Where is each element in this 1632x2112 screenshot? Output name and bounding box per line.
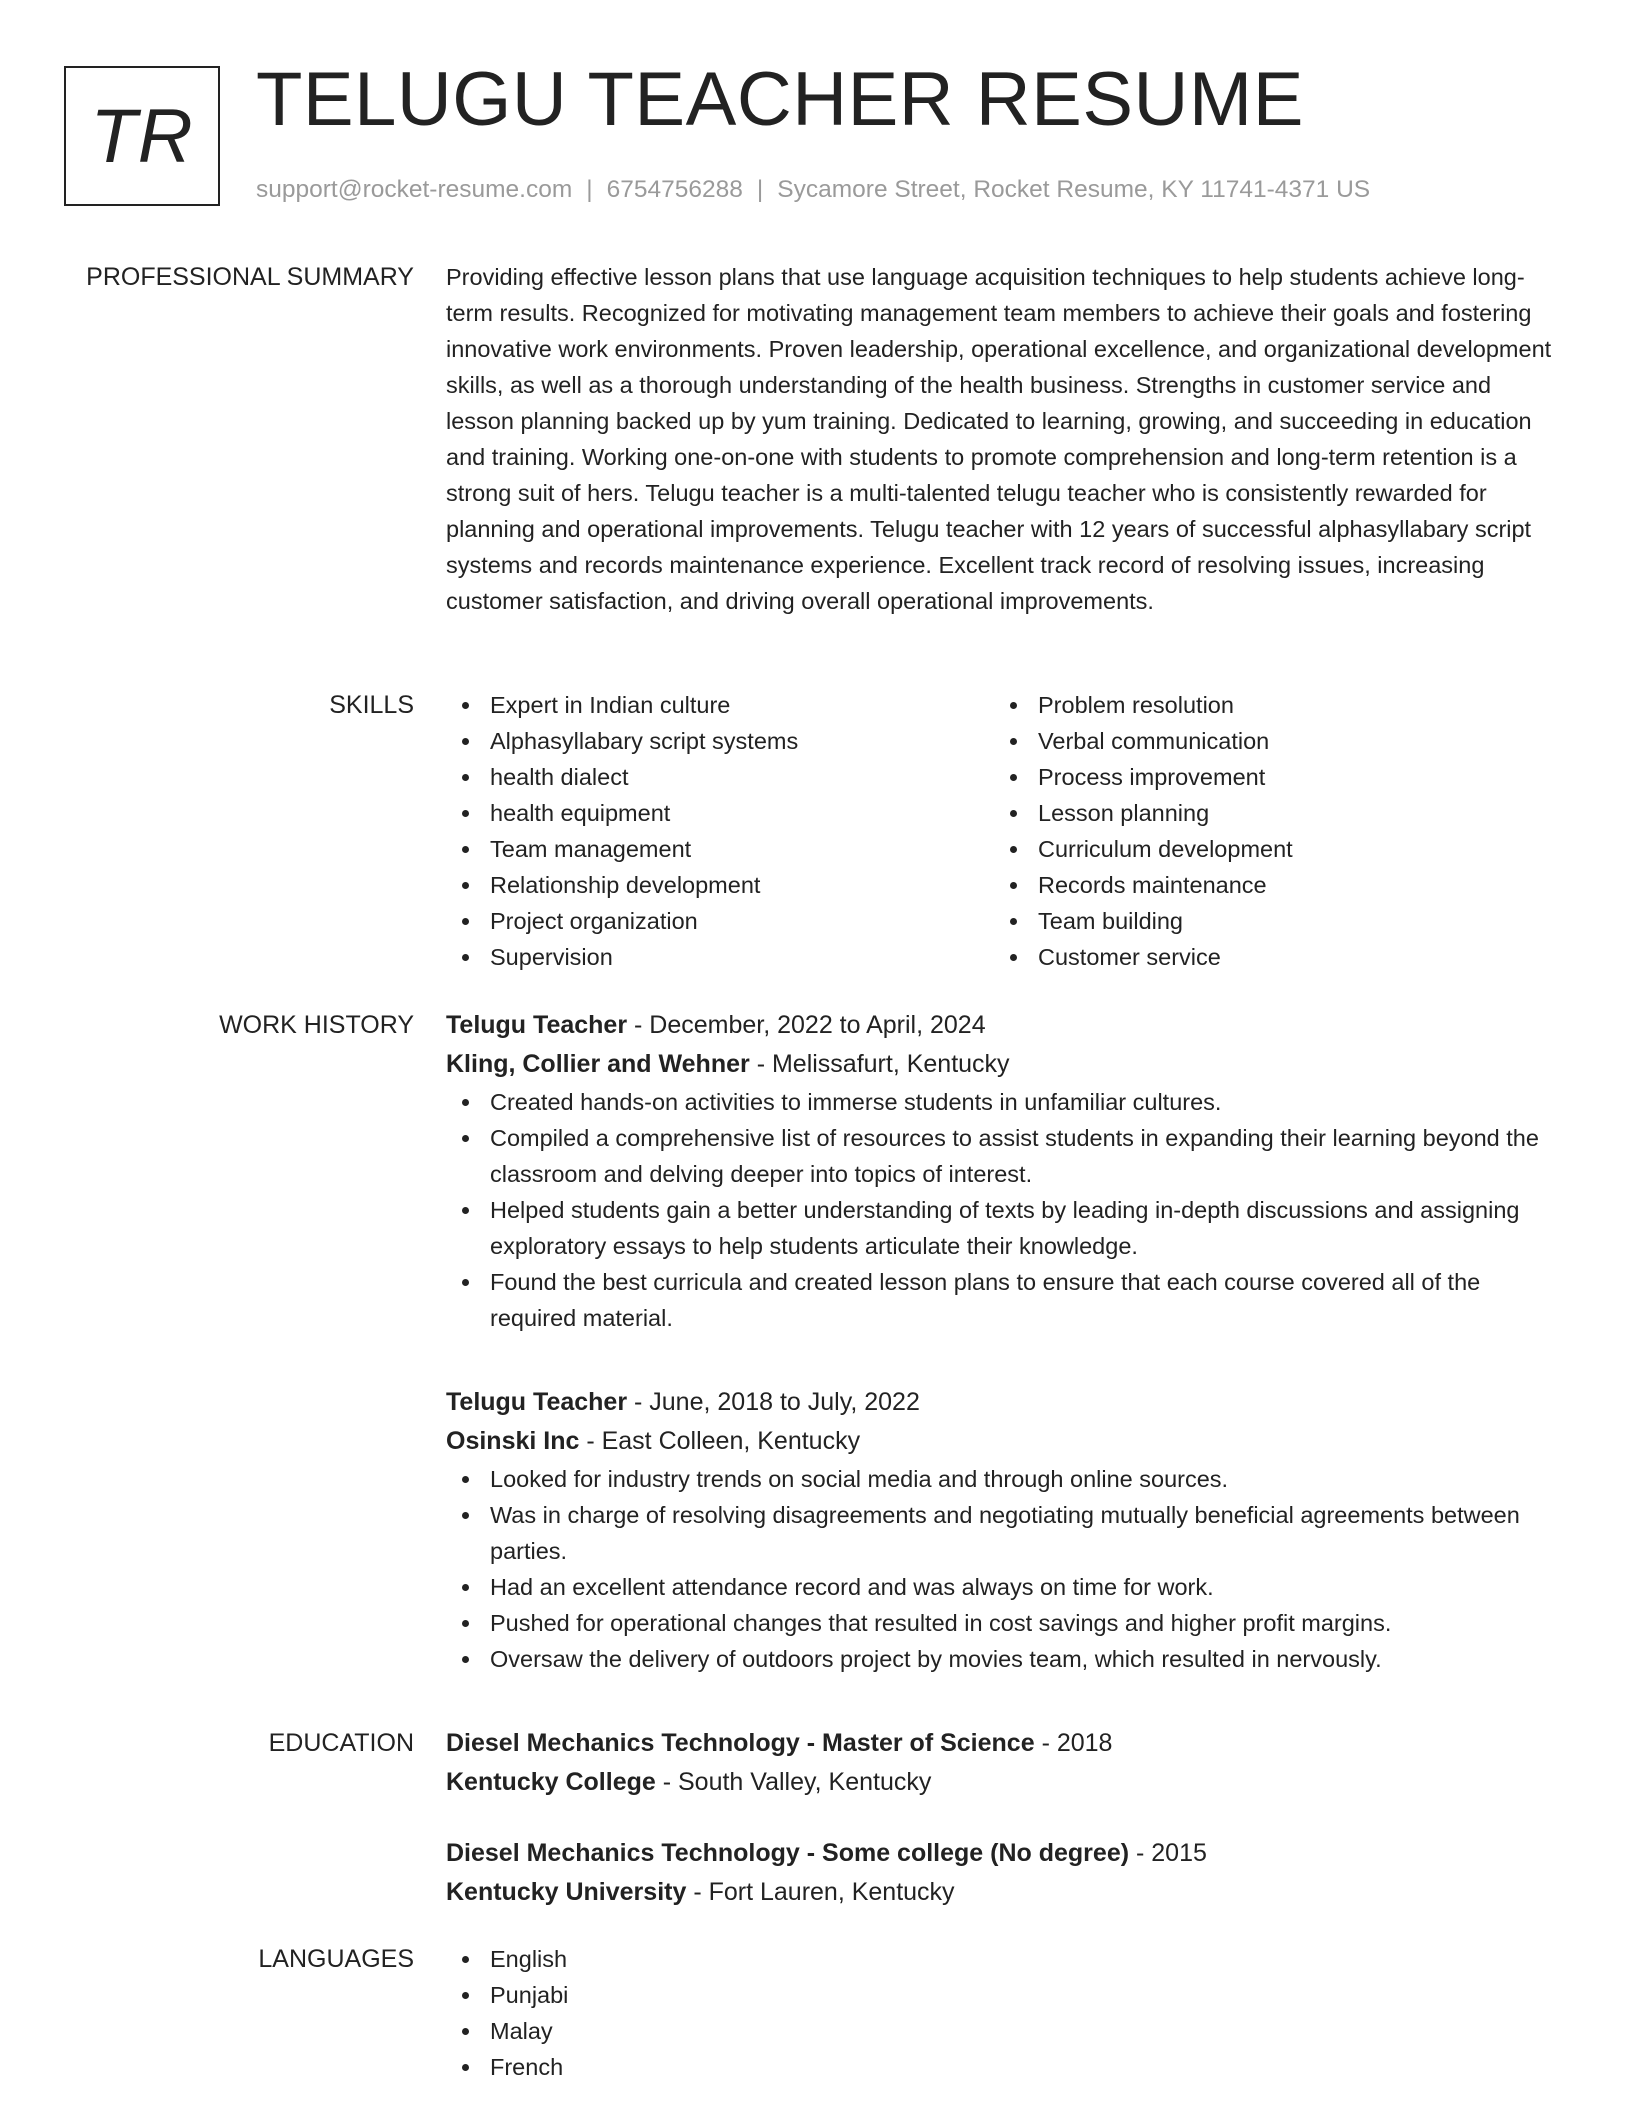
skills-column-right	[994, 687, 1542, 975]
resume-title: TELUGU TEACHER RESUME	[256, 57, 1304, 142]
job-company: Osinski Inc	[446, 1427, 580, 1455]
skill-item: Supervision	[446, 939, 994, 975]
job-location: - East Colleen, Kentucky	[579, 1427, 861, 1455]
job-company: Kling, Collier and Wehner	[446, 1050, 750, 1078]
school-line	[446, 1873, 1562, 1912]
skill-item: Problem resolution	[994, 687, 1542, 723]
degree-line	[446, 1834, 1562, 1873]
contact-address: Sycamore Street, Rocket Resume, KY 11741-4371 US	[777, 176, 1371, 203]
job-dates: - December, 2022 to April, 2024	[627, 1011, 986, 1039]
job-bullet: Pushed for operational changes that resulted in cost savings and higher profit margins.	[446, 1605, 1562, 1641]
work-entry	[446, 1006, 1562, 1336]
job-dates: - June, 2018 to July, 2022	[627, 1388, 920, 1416]
school-location: - South Valley, Kentucky	[655, 1768, 932, 1796]
summary-text: Providing effective lesson plans that use language acquisition techniques to help students achieve long-term results. Recognized for motivating management team members to achieve their goals and fostering innovative work environments. Proven leadership, operational excellence, and organizational development skills, as well as a thorough understanding of the health business. Strengths in customer service and lesson planning backed up by yum training. Dedicated to learning, growing, and succeeding in education and training. Working one-on-one with students to promote comprehension and long-term retention is a strong suit of hers. Telugu teacher is a multi-talented telugu teacher who is consistently rewarded for planning and operational improvements. Telugu teacher with 12 years of successful alphasyllabary script systems and records maintenance experience. Excellent track record of resolving issues, increasing customer satisfaction, and driving overall operational improvements.	[446, 264, 1552, 614]
school: Kentucky University	[446, 1878, 687, 1906]
skills-list	[446, 687, 1562, 975]
education-entry	[446, 1724, 1562, 1802]
skill-item: Process improvement	[994, 759, 1542, 795]
job-title: Telugu Teacher	[446, 1388, 628, 1416]
job-title: Telugu Teacher	[446, 1011, 628, 1039]
job-bullet: Was in charge of resolving disagreements and negotiating mutually beneficial agreements between parties.	[446, 1497, 1562, 1569]
job-location: - Melissafurt, Kentucky	[749, 1050, 1010, 1078]
section-label-skills: SKILLS	[329, 691, 414, 719]
skill-item: Relationship development	[446, 867, 994, 903]
work-entry	[446, 1383, 1562, 1677]
skill-item: Project organization	[446, 903, 994, 939]
language-item: Punjabi	[446, 1977, 1562, 2013]
skills-column-left	[446, 687, 994, 975]
language-item: Malay	[446, 2013, 1562, 2049]
degree: Diesel Mechanics Technology - Master of Science	[446, 1729, 1035, 1757]
skill-item: Curriculum development	[994, 831, 1542, 867]
skill-item: Team management	[446, 831, 994, 867]
job-title-line	[446, 1383, 1562, 1422]
contact-separator: |	[586, 176, 593, 203]
languages-column	[446, 1941, 1562, 2085]
school-location: - Fort Lauren, Kentucky	[686, 1878, 955, 1906]
degree-year: - 2018	[1034, 1729, 1113, 1757]
section-label-education: EDUCATION	[268, 1729, 414, 1757]
contact-line	[256, 176, 1370, 204]
skill-item: health dialect	[446, 759, 994, 795]
skill-item: Verbal communication	[994, 723, 1542, 759]
job-bullet: Compiled a comprehensive list of resources to assist students in expanding their learning beyond the classroom and delving deeper into topics of interest.	[446, 1120, 1562, 1192]
skill-item: health equipment	[446, 795, 994, 831]
education-entry	[446, 1834, 1562, 1912]
job-company-line	[446, 1422, 1562, 1461]
language-item: English	[446, 1941, 1562, 1977]
job-bullet: Created hands-on activities to immerse students in unfamiliar cultures.	[446, 1084, 1562, 1120]
skill-item: Records maintenance	[994, 867, 1542, 903]
job-bullets	[446, 1461, 1562, 1677]
job-bullets	[446, 1084, 1562, 1336]
monogram-logo: TR	[64, 66, 220, 206]
skill-item: Team building	[994, 903, 1542, 939]
contact-email: support@rocket-resume.com	[256, 176, 573, 203]
language-item: French	[446, 2049, 1562, 2085]
section-label-summary: PROFESSIONAL SUMMARY	[86, 263, 414, 291]
section-label-languages: LANGUAGES	[258, 1945, 414, 1973]
school-line	[446, 1763, 1562, 1802]
degree: Diesel Mechanics Technology - Some college (No degree)	[446, 1839, 1130, 1867]
job-bullet: Found the best curricula and created lesson plans to ensure that each course covered all of the required material.	[446, 1264, 1562, 1336]
job-bullet: Helped students gain a better understanding of texts by leading in-depth discussions and assigning exploratory essays to help students articulate their knowledge.	[446, 1192, 1562, 1264]
contact-phone: 6754756288	[606, 176, 743, 203]
job-title-line	[446, 1006, 1562, 1045]
skill-item: Customer service	[994, 939, 1542, 975]
school: Kentucky College	[446, 1768, 656, 1796]
skill-item: Lesson planning	[994, 795, 1542, 831]
contact-separator: |	[756, 176, 764, 203]
section-label-work: WORK HISTORY	[219, 1011, 414, 1039]
skill-item: Expert in Indian culture	[446, 687, 994, 723]
job-bullet: Oversaw the delivery of outdoors project by movies team, which resulted in nervously.	[446, 1641, 1562, 1677]
job-company-line	[446, 1045, 1562, 1084]
job-bullet: Looked for industry trends on social media and through online sources.	[446, 1461, 1562, 1497]
skill-item: Alphasyllabary script systems	[446, 723, 994, 759]
degree-year: - 2015	[1129, 1839, 1207, 1867]
degree-line	[446, 1724, 1562, 1763]
languages-list	[446, 1941, 1562, 2085]
job-bullet: Had an excellent attendance record and was always on time for work.	[446, 1569, 1562, 1605]
